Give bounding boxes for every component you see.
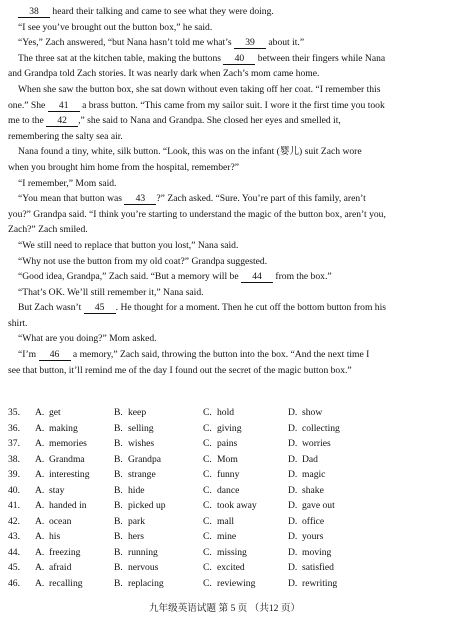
- option-text: hold: [217, 407, 235, 419]
- option-d: [288, 562, 428, 573]
- passage-line: [8, 144, 440, 160]
- option-a: [35, 547, 114, 558]
- option-text: Dad: [302, 453, 318, 465]
- option-letter: D.: [288, 500, 298, 512]
- passage-line: [8, 285, 440, 301]
- option-text: picked up: [128, 500, 166, 512]
- passage-text: and Grandpa told Zach stories. It was nearly dark when Zach’s mom came home.: [8, 68, 320, 80]
- option-letter: B.: [114, 453, 123, 465]
- option-d: [288, 485, 428, 496]
- option-c: [203, 454, 288, 465]
- passage-text: “That’s OK. We’ll still remember it,” Nana said.: [18, 286, 204, 298]
- option-row: [8, 545, 440, 561]
- option-a: [35, 562, 114, 573]
- option-text: mine: [217, 531, 237, 543]
- option-text: hide: [128, 484, 145, 496]
- option-letter: C.: [203, 531, 212, 543]
- blank-number: 42: [46, 115, 78, 127]
- passage-text: “Yes,” Zach answered, “but Nana hasn’t told me what’s: [18, 37, 234, 49]
- option-letter: C.: [203, 484, 212, 496]
- option-letter: B.: [114, 500, 123, 512]
- option-c: [203, 562, 288, 573]
- option-d: [288, 500, 428, 511]
- option-text: rewriting: [302, 577, 338, 589]
- option-letter: A.: [35, 438, 45, 450]
- option-text: Grandma: [49, 453, 85, 465]
- option-row: [8, 498, 440, 514]
- option-letter: D.: [288, 453, 298, 465]
- option-text: excited: [217, 562, 245, 574]
- passage-text: When she saw the button box, she sat down without even taking off her coat. “I remember this: [18, 83, 381, 95]
- option-letter: D.: [288, 515, 298, 527]
- passage-line: [8, 51, 440, 67]
- passage-text: Zach?” Zach smiled.: [8, 224, 88, 236]
- option-a: [35, 454, 114, 465]
- passage-text: a brass button. “This came from my sailor suit. I wore it the first time you took: [79, 99, 385, 111]
- blank-number: 38: [18, 6, 50, 18]
- option-c: [203, 423, 288, 434]
- option-text: gave out: [302, 500, 335, 512]
- option-letter: A.: [35, 407, 45, 419]
- option-d: [288, 438, 428, 449]
- option-row: [8, 560, 440, 576]
- option-text: Mom: [217, 453, 238, 465]
- option-text: dance: [217, 484, 240, 496]
- passage-line: [8, 316, 440, 332]
- option-letter: C.: [203, 453, 212, 465]
- passage-text: when you brought him home from the hospital, remember?”: [8, 161, 239, 173]
- passage-text: me to the: [8, 115, 47, 127]
- option-letter: C.: [203, 546, 212, 558]
- option-text: show: [302, 407, 323, 419]
- option-b: [114, 469, 203, 480]
- option-b: [114, 485, 203, 496]
- option-letter: D.: [288, 562, 298, 574]
- option-b: [114, 423, 203, 434]
- answer-options: [8, 405, 440, 591]
- option-text: replacing: [128, 577, 164, 589]
- passage-text: “I’m: [18, 349, 39, 361]
- blank-number: 45: [84, 302, 116, 314]
- question-number: 37.: [8, 438, 20, 450]
- option-b: [114, 500, 203, 511]
- option-letter: A.: [35, 453, 45, 465]
- option-row: [8, 467, 440, 483]
- option-c: [203, 485, 288, 496]
- option-letter: C.: [203, 515, 212, 527]
- passage-text: Nana found a tiny, white, silk button. “Look, this was on the infant (婴儿) suit Zach wore: [18, 146, 362, 158]
- option-letter: D.: [288, 422, 298, 434]
- question-number: 42.: [8, 515, 20, 527]
- option-a: [35, 485, 114, 496]
- option-d: [288, 578, 428, 589]
- option-letter: D.: [288, 531, 298, 543]
- option-c: [203, 469, 288, 480]
- option-letter: C.: [203, 422, 212, 434]
- option-text: stay: [49, 484, 65, 496]
- passage-line: [8, 66, 440, 82]
- option-text: shake: [302, 484, 324, 496]
- passage-text: heard their talking and came to see what they were doing.: [50, 6, 274, 17]
- option-a: [35, 423, 114, 434]
- passage-text: see that button, it’ll remind me of the day I found out the secret of the magic button box.”: [8, 364, 352, 376]
- option-text: afraid: [49, 562, 72, 574]
- blank-number: 43: [124, 193, 156, 205]
- option-c: [203, 547, 288, 558]
- option-text: handed in: [49, 500, 87, 512]
- passage-line: [8, 20, 440, 36]
- passage-line: [8, 98, 440, 114]
- question-number: 40.: [8, 484, 20, 496]
- option-letter: A.: [35, 546, 45, 558]
- option-letter: C.: [203, 407, 212, 419]
- passage-line: [8, 300, 440, 316]
- passage-text: ,” she said to Nana and Grandpa. She closed her eyes and smelled it,: [78, 115, 341, 127]
- passage-line: [8, 269, 440, 285]
- option-b: [114, 438, 203, 449]
- passage-text: shirt.: [8, 317, 28, 329]
- passage-text: remembering the salty sea air.: [8, 130, 123, 142]
- passage-line: [8, 176, 440, 192]
- option-text: missing: [217, 546, 247, 558]
- option-c: [203, 578, 288, 589]
- option-letter: B.: [114, 407, 123, 419]
- passage-text: “I see you’ve brought out the button box,” he said.: [18, 21, 213, 33]
- question-number: 44.: [8, 546, 20, 558]
- passage-line: [8, 4, 440, 20]
- option-a: [35, 516, 114, 527]
- option-text: took away: [217, 500, 257, 512]
- option-letter: C.: [203, 469, 212, 481]
- blank-number: 40: [223, 53, 255, 65]
- option-text: moving: [302, 546, 332, 558]
- option-letter: A.: [35, 422, 45, 434]
- question-number: 43.: [8, 531, 20, 543]
- option-row: [8, 576, 440, 592]
- option-letter: B.: [114, 562, 123, 574]
- option-text: funny: [217, 469, 240, 481]
- option-letter: C.: [203, 577, 212, 589]
- option-row: [8, 436, 440, 452]
- question-number: 45.: [8, 562, 20, 574]
- option-text: keep: [128, 407, 147, 419]
- option-text: ocean: [49, 515, 72, 527]
- option-letter: D.: [288, 484, 298, 496]
- option-text: making: [49, 422, 78, 434]
- option-row: [8, 483, 440, 499]
- passage-line: [8, 191, 440, 207]
- option-row: [8, 529, 440, 545]
- reading-passage: [8, 4, 440, 378]
- option-d: [288, 407, 428, 418]
- passage-text: “I remember,” Mom said.: [18, 177, 117, 189]
- option-b: [114, 454, 203, 465]
- option-text: wishes: [128, 438, 155, 450]
- passage-text: The three sat at the kitchen table, making the buttons: [18, 52, 224, 64]
- option-d: [288, 547, 428, 558]
- option-text: Grandpa: [128, 453, 162, 465]
- option-letter: B.: [114, 546, 123, 558]
- passage-text: you?” Grandpa said. “I think you’re starting to understand the magic of the button box, aren’t you,: [8, 208, 386, 220]
- passage-text: “What are you doing?” Mom asked.: [18, 333, 157, 345]
- option-c: [203, 500, 288, 511]
- option-text: memories: [49, 438, 87, 450]
- option-row: [8, 421, 440, 437]
- option-b: [114, 547, 203, 558]
- option-letter: B.: [114, 577, 123, 589]
- option-c: [203, 516, 288, 527]
- option-letter: B.: [114, 531, 123, 543]
- option-b: [114, 562, 203, 573]
- option-c: [203, 531, 288, 542]
- passage-text: one.” She: [8, 99, 48, 111]
- option-text: park: [128, 515, 146, 527]
- option-d: [288, 469, 428, 480]
- question-number: 41.: [8, 500, 20, 512]
- passage-line: [8, 238, 440, 254]
- option-d: [288, 454, 428, 465]
- option-b: [114, 578, 203, 589]
- question-number: 35.: [8, 407, 20, 419]
- question-number: 39.: [8, 469, 20, 481]
- option-letter: D.: [288, 438, 298, 450]
- passage-text: from the box.”: [272, 271, 332, 283]
- option-d: [288, 531, 428, 542]
- option-c: [203, 407, 288, 418]
- passage-text: about it.”: [265, 37, 305, 49]
- option-text: worries: [302, 438, 331, 450]
- option-letter: C.: [203, 438, 212, 450]
- blank-number: 44: [241, 271, 273, 283]
- option-letter: A.: [35, 500, 45, 512]
- passage-line: [8, 160, 440, 176]
- option-text: reviewing: [217, 577, 256, 589]
- passage-line: [8, 113, 440, 129]
- passage-line: [8, 254, 440, 270]
- passage-text: “Why not use the button from my old coat?” Grandpa suggested.: [18, 255, 268, 267]
- option-letter: D.: [288, 407, 298, 419]
- option-letter: B.: [114, 484, 123, 496]
- option-letter: B.: [114, 515, 123, 527]
- option-text: interesting: [49, 469, 90, 481]
- option-letter: A.: [35, 577, 45, 589]
- option-letter: A.: [35, 515, 45, 527]
- passage-text: a memory,” Zach said, throwing the button into the box. “And the next time I: [70, 349, 370, 361]
- blank-number: 41: [48, 100, 80, 112]
- option-row: [8, 514, 440, 530]
- passage-line: [8, 347, 440, 363]
- option-a: [35, 469, 114, 480]
- passage-line: [8, 222, 440, 238]
- option-letter: A.: [35, 531, 45, 543]
- passage-text: . He thought for a moment. Then he cut off the bottom button from his: [115, 302, 386, 314]
- question-number: 46.: [8, 577, 20, 589]
- option-b: [114, 531, 203, 542]
- option-text: freezing: [49, 546, 81, 558]
- passage-text: “Good idea, Grandpa,” Zach said. “But a memory will be: [18, 271, 241, 283]
- blank-number: 39: [234, 37, 266, 49]
- passage-line: [8, 207, 440, 223]
- passage-text: between their fingers while Nana: [255, 52, 386, 64]
- option-letter: C.: [203, 500, 212, 512]
- blank-number: 46: [39, 349, 71, 361]
- option-text: mall: [217, 515, 235, 527]
- option-a: [35, 407, 114, 418]
- option-text: yours: [302, 531, 324, 543]
- option-a: [35, 531, 114, 542]
- question-number: 36.: [8, 422, 20, 434]
- option-letter: D.: [288, 577, 298, 589]
- option-text: running: [128, 546, 158, 558]
- option-text: collecting: [302, 422, 340, 434]
- option-letter: A.: [35, 484, 45, 496]
- passage-line: [8, 331, 440, 347]
- option-letter: A.: [35, 469, 45, 481]
- option-text: magic: [302, 469, 326, 481]
- passage-line: [8, 82, 440, 98]
- option-letter: C.: [203, 562, 212, 574]
- option-a: [35, 578, 114, 589]
- passage-line: [8, 35, 440, 51]
- option-letter: D.: [288, 546, 298, 558]
- option-row: [8, 405, 440, 421]
- option-d: [288, 516, 428, 527]
- option-row: [8, 452, 440, 468]
- option-letter: B.: [114, 438, 123, 450]
- option-letter: B.: [114, 422, 123, 434]
- option-text: office: [302, 515, 325, 527]
- option-text: nervous: [128, 562, 159, 574]
- option-a: [35, 438, 114, 449]
- option-b: [114, 407, 203, 418]
- option-letter: B.: [114, 469, 123, 481]
- option-text: recalling: [49, 577, 83, 589]
- option-text: satisfied: [302, 562, 334, 574]
- option-a: [35, 500, 114, 511]
- option-text: strange: [128, 469, 156, 481]
- option-d: [288, 423, 428, 434]
- question-number: 38.: [8, 453, 20, 465]
- option-c: [203, 438, 288, 449]
- passage-text: But Zach wasn’t: [18, 302, 84, 314]
- option-b: [114, 516, 203, 527]
- option-text: pains: [217, 438, 238, 450]
- option-text: his: [49, 531, 61, 543]
- option-text: giving: [217, 422, 242, 434]
- passage-line: [8, 363, 440, 379]
- passage-line: [8, 129, 440, 145]
- option-text: hers: [128, 531, 144, 543]
- passage-text: “You mean that button was: [18, 193, 125, 205]
- passage-text: “We still need to replace that button you lost,” Nana said.: [18, 239, 239, 251]
- page-footer: 九年级英语试题 第 5 页 （共12 页）: [148, 603, 301, 614]
- passage-text: ?” Zach asked. “Sure. You’re part of this family, aren’t: [156, 193, 366, 205]
- option-letter: D.: [288, 469, 298, 481]
- option-text: selling: [128, 422, 154, 434]
- option-text: get: [49, 407, 61, 419]
- option-letter: A.: [35, 562, 45, 574]
